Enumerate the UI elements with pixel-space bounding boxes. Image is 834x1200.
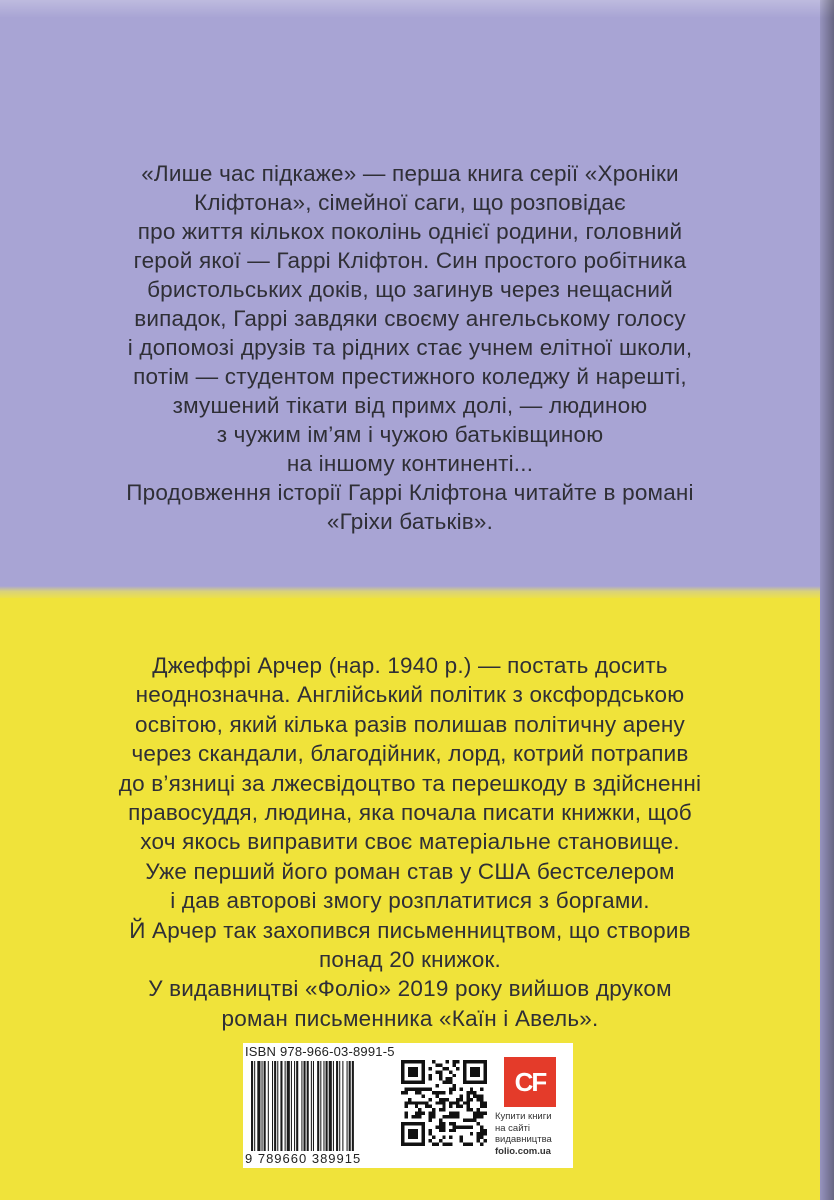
- buy-online-text: [495, 1111, 569, 1157]
- author-bio-line: понад 20 книжок.: [319, 947, 501, 973]
- buy-line: на сайті: [495, 1122, 530, 1134]
- author-bio-line: Уже перший його роман став у США бестселером: [145, 858, 675, 884]
- author-bio-line: Джеффрі Арчер (нар. 1940 р.) — постать досить: [152, 653, 668, 678]
- author-bio-line: У видавництві «Фоліо» 2019 року вийшов друком: [148, 976, 672, 1002]
- synopsis-line: «Лише час підкаже» — перша книга серії «Хроніки: [141, 161, 679, 186]
- barcode-digits: 9 789660 389915: [245, 1151, 362, 1166]
- qr-code-icon: [401, 1060, 487, 1146]
- author-bio-line: освітою, який кілька разів полишав політичну арену: [135, 711, 685, 737]
- author-bio-line: роман письменника «Каїн і Авель».: [221, 1005, 599, 1031]
- author-bio-line: через скандали, благодійник, лорд, котрий потрапив: [131, 741, 689, 767]
- author-bio-line: Й Арчер так захопився письменництвом, що створив: [129, 917, 691, 943]
- cover-right-edge: [820, 0, 834, 1200]
- panel-divider: [0, 586, 820, 598]
- synopsis-line: Кліфтона», сімейної саги, що розповідає: [194, 190, 626, 215]
- synopsis-line: потім — студентом престижного коледжу й нарешті,: [133, 364, 687, 389]
- synopsis-line: на іншому континенті...: [286, 451, 534, 476]
- cover-top-edge: [0, 0, 834, 18]
- synopsis-line: випадок, Гаррі завдяки своєму ангельському голосу: [134, 306, 686, 331]
- synopsis-line: Продовження історії Гаррі Кліфтона читайте в романі: [126, 480, 694, 505]
- author-bio-text: [60, 651, 760, 1033]
- author-bio-line: і дав авторові змогу розплатитися з боргами.: [170, 888, 650, 914]
- author-bio-line: до в’язниці за лжесвідоцтво та перешкоду в здійсненні: [118, 770, 702, 796]
- synopsis-line: про життя кількох поколінь однієї родини, головний: [137, 219, 683, 244]
- publisher-logo: [504, 1057, 556, 1107]
- author-bio-line: неоднозначна. Англійський політик з оксфордською: [135, 682, 685, 708]
- isbn-label: ISBN 978-966-03-8991-5: [245, 1044, 395, 1059]
- synopsis-line: герой якої — Гаррі Кліфтон. Син простого робітника: [133, 248, 687, 273]
- synopsis-line: і допомозі друзів та рідних стає учнем елітної школи,: [127, 335, 693, 360]
- publisher-website: folio.com.ua: [495, 1145, 551, 1157]
- synopsis-line: змушений тікати від примх долі, — людиною: [172, 393, 648, 418]
- synopsis-line: бристольських доків, що загинув через нещасний: [147, 277, 673, 302]
- barcode-icon: [249, 1061, 399, 1151]
- barcode-label: [243, 1043, 573, 1168]
- author-bio-line: хоч якось виправити своє матеріальне становище.: [140, 829, 680, 855]
- publisher-logo-text: CF: [514, 1066, 546, 1097]
- synopsis-line: «Гріхи батьків».: [326, 509, 494, 534]
- synopsis-text: [60, 159, 760, 536]
- buy-line: видавництва: [495, 1134, 552, 1145]
- synopsis-line: з чужим ім’ям і чужою батьківщиною: [216, 422, 604, 447]
- author-bio-line: правосуддя, людина, яка почала писати книжки, щоб: [128, 800, 692, 826]
- buy-line: Купити книги: [495, 1111, 552, 1122]
